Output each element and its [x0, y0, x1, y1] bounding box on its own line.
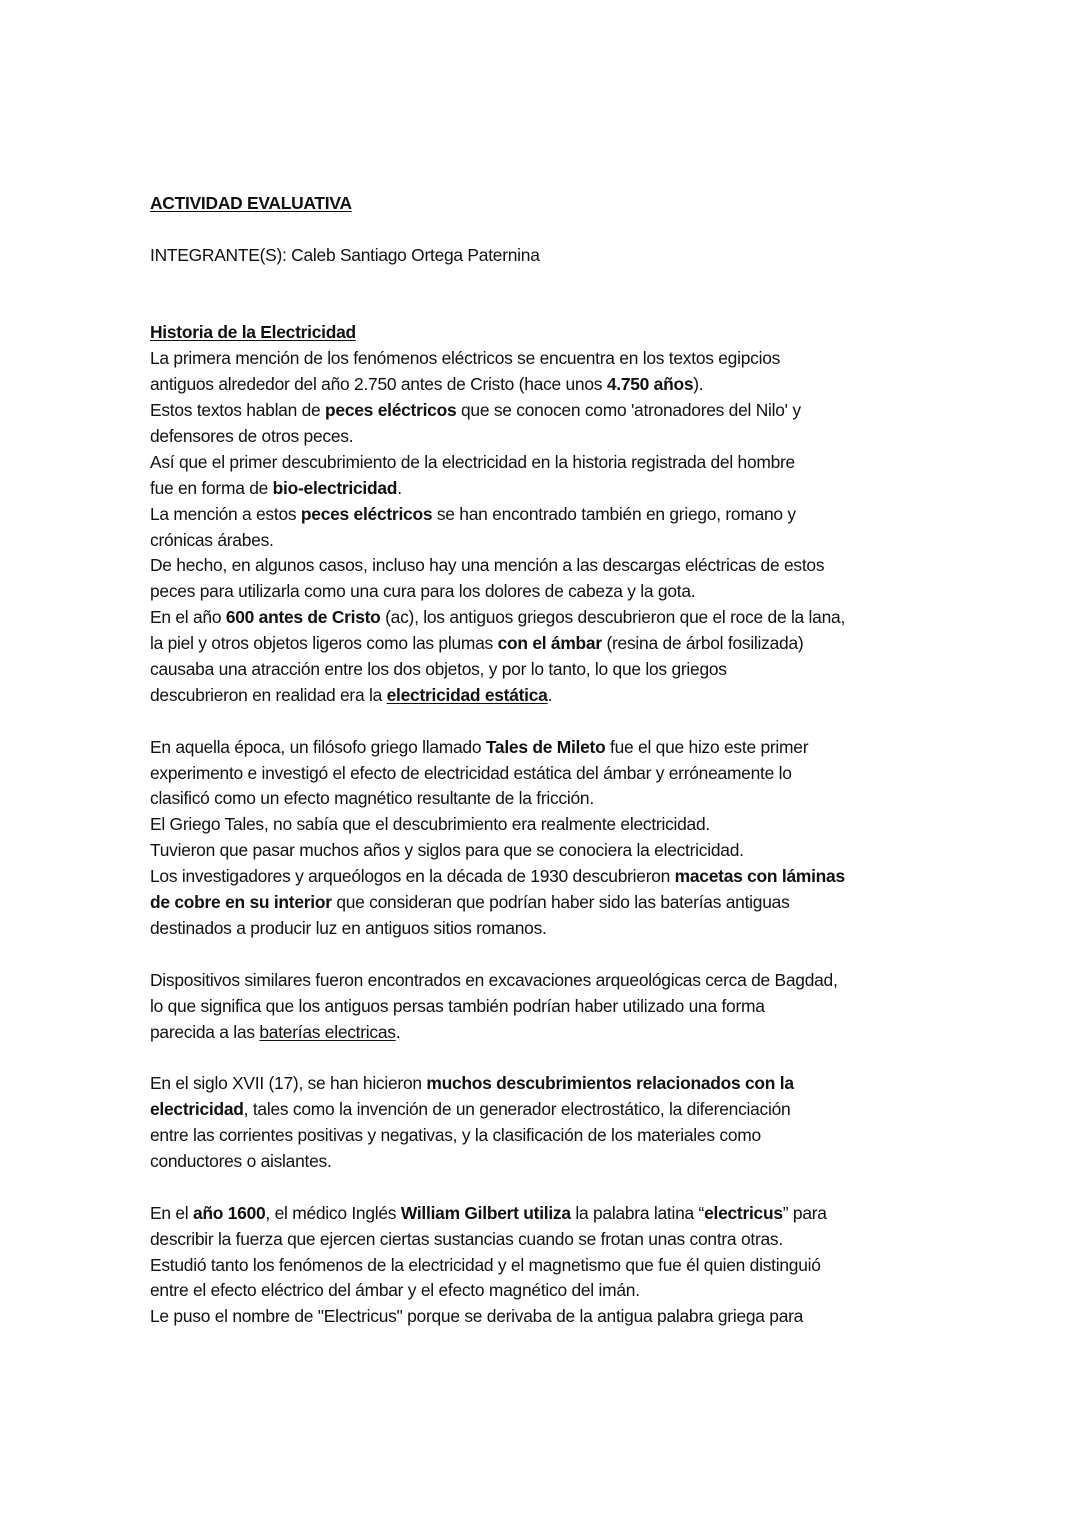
- text-segment: De hecho, en algunos casos, incluso hay una mención a las descargas eléctricas de estos: [150, 555, 825, 576]
- text-line: [150, 735, 845, 761]
- text-line: [150, 243, 845, 269]
- text-line: [150, 709, 845, 735]
- text-segment: entre el efecto eléctrico del ámbar y el efecto magnético del imán.: [150, 1280, 640, 1301]
- text-segment: describir la fuerza que ejercen ciertas sustancias cuando se frotan unas contra otras.: [150, 1228, 783, 1249]
- text-segment: defensores de otros peces.: [150, 426, 354, 447]
- text-segment: fue en forma de: [150, 477, 273, 498]
- text-line: [150, 683, 845, 709]
- text-line: [150, 1097, 845, 1123]
- text-segment: experimento e investigó el efecto de electricidad estática del ámbar y erróneamente lo: [150, 762, 792, 783]
- text-segment: ” para: [782, 1202, 827, 1223]
- document-title: [150, 191, 845, 217]
- text-line: [150, 398, 845, 424]
- text-segment: En el año: [150, 607, 226, 628]
- text-segment: Tuvieron que pasar muchos años y siglos para que se conociera la electricidad.: [150, 840, 744, 861]
- text-segment: En el: [150, 1202, 193, 1223]
- text-line: [150, 295, 845, 321]
- text-segment: la piel y otros objetos ligeros como las plumas: [150, 633, 498, 654]
- text-line: [150, 916, 845, 942]
- text-line: [150, 1278, 845, 1304]
- text-line: [150, 1201, 845, 1227]
- text-segment: En aquella época, un filósofo griego llamado: [150, 736, 486, 757]
- text-line: [150, 528, 845, 554]
- text-segment: .: [547, 684, 553, 705]
- bold-text: electricidad estática: [386, 684, 548, 705]
- text-line: [150, 1253, 845, 1279]
- text-line: [150, 1071, 845, 1097]
- text-segment: Estudió tanto los fenómenos de la electricidad y el magnetismo que fue él quien distinguió: [150, 1254, 821, 1275]
- text-segment: conductores o aislantes.: [150, 1150, 332, 1171]
- text-line: [150, 890, 845, 916]
- text-line: [150, 450, 845, 476]
- text-segment: Dispositivos similares fueron encontrados en excavaciones arqueológicas cerca de Bagdad,: [150, 969, 838, 990]
- bold-text: ACTIVIDAD EVALUATIVA: [150, 193, 352, 213]
- text-line: [150, 1149, 845, 1175]
- bold-text: muchos descubrimientos relacionados con la: [426, 1073, 794, 1094]
- bold-text: electricus: [704, 1202, 783, 1223]
- text-segment: Le puso el nombre de "Electricus" porque se derivaba de la antigua palabra griega para: [150, 1306, 804, 1327]
- text-line: [150, 1227, 845, 1253]
- text-segment: (ac), los antiguos griegos descubrieron que el roce de la lana,: [380, 607, 846, 628]
- bold-text: Historia de la Electricidad: [150, 322, 356, 343]
- text-line: [150, 502, 845, 528]
- text-line: [150, 579, 845, 605]
- text-segment: .: [397, 477, 402, 498]
- text-line: [150, 269, 845, 295]
- section-heading: [150, 320, 845, 346]
- text-segment: En el siglo XVII (17), se han hicieron: [150, 1073, 427, 1094]
- text-segment: fue el que hizo este primer: [605, 736, 809, 757]
- text-segment: destinados a producir luz en antiguos sitios romanos.: [150, 917, 547, 938]
- bold-text: electricidad: [150, 1099, 244, 1120]
- text-line: [150, 657, 845, 683]
- text-line: [150, 942, 845, 968]
- text-line: [150, 1123, 845, 1149]
- bold-text: bio-electricidad: [272, 477, 398, 498]
- text-segment: antiguos alrededor del año 2.750 antes de Cristo (hace unos: [150, 374, 607, 395]
- text-line: [150, 864, 845, 890]
- document-page: [150, 191, 845, 1330]
- underlined-text: baterías electricas: [259, 1021, 396, 1042]
- text-segment: La primera mención de los fenómenos eléctricos se encuentra en los textos egipcios: [150, 348, 781, 369]
- text-segment: La mención a estos: [150, 503, 301, 524]
- text-segment: lo que significa que los antiguos persas también podrían haber utilizado una forma: [150, 995, 765, 1016]
- text-line: [150, 346, 845, 372]
- text-line: [150, 1175, 845, 1201]
- text-line: [150, 786, 845, 812]
- text-segment: entre las corrientes positivas y negativas, y la clasificación de los materiales como: [150, 1125, 761, 1146]
- bold-text: de cobre en su interior: [150, 892, 332, 913]
- text-segment: .: [395, 1021, 401, 1042]
- bold-text: William Gilbert utiliza: [400, 1202, 571, 1223]
- bold-text: macetas con láminas: [674, 866, 845, 887]
- bold-text: peces eléctricos: [325, 400, 457, 421]
- text-line: [150, 553, 845, 579]
- text-line: [150, 838, 845, 864]
- text-segment: Los investigadores y arqueólogos en la década de 1930 descubrieron: [150, 866, 675, 887]
- text-segment: que consideran que podrían haber sido las baterías antiguas: [331, 892, 790, 913]
- text-segment: crónicas árabes.: [150, 529, 274, 550]
- text-segment: ).: [693, 374, 704, 395]
- text-segment: clasificó como un efecto magnético resultante de la fricción.: [150, 788, 594, 809]
- text-line: [150, 1045, 845, 1071]
- text-line: [150, 968, 845, 994]
- text-line: [150, 1020, 845, 1046]
- text-segment: INTEGRANTE(S): Caleb Santiago Ortega Paternina: [150, 244, 540, 265]
- text-segment: Estos textos hablan de: [150, 400, 326, 421]
- text-segment: la palabra latina “: [570, 1202, 705, 1223]
- text-segment: causaba una atracción entre los dos objetos, y por lo tanto, lo que los griegos: [150, 659, 727, 680]
- text-line: [150, 1304, 845, 1330]
- text-segment: que se conocen como 'atronadores del Nilo' y: [456, 400, 801, 421]
- text-segment: Así que el primer descubrimiento de la electricidad en la historia registrada del hombre: [150, 451, 795, 472]
- bold-text: año 1600: [192, 1202, 266, 1223]
- text-segment: peces para utilizarla como una cura para los dolores de cabeza y la gota.: [150, 581, 696, 602]
- text-segment: (resina de árbol fosilizada): [601, 633, 804, 654]
- bold-text: Tales de Mileto: [485, 736, 606, 757]
- text-segment: , el médico Inglés: [265, 1202, 401, 1223]
- text-segment: El Griego Tales, no sabía que el descubrimiento era realmente electricidad.: [150, 814, 710, 835]
- text-line: [150, 424, 845, 450]
- bold-text: 4.750 años: [606, 374, 694, 395]
- text-segment: descubrieron en realidad era la: [150, 684, 387, 705]
- text-line: [150, 605, 845, 631]
- text-line: [150, 631, 845, 657]
- text-segment: , tales como la invención de un generador electrostático, la diferenciación: [243, 1099, 791, 1120]
- bold-text: 600 antes de Cristo: [225, 607, 381, 628]
- text-line: [150, 994, 845, 1020]
- text-line: [150, 761, 845, 787]
- bold-text: con el ámbar: [497, 633, 602, 654]
- text-line: [150, 372, 845, 398]
- text-segment: parecida a las: [150, 1021, 260, 1042]
- text-line: [150, 812, 845, 838]
- text-line: [150, 217, 845, 243]
- text-segment: se han encontrado también en griego, romano y: [432, 503, 796, 524]
- bold-text: peces eléctricos: [300, 503, 433, 524]
- text-line: [150, 476, 845, 502]
